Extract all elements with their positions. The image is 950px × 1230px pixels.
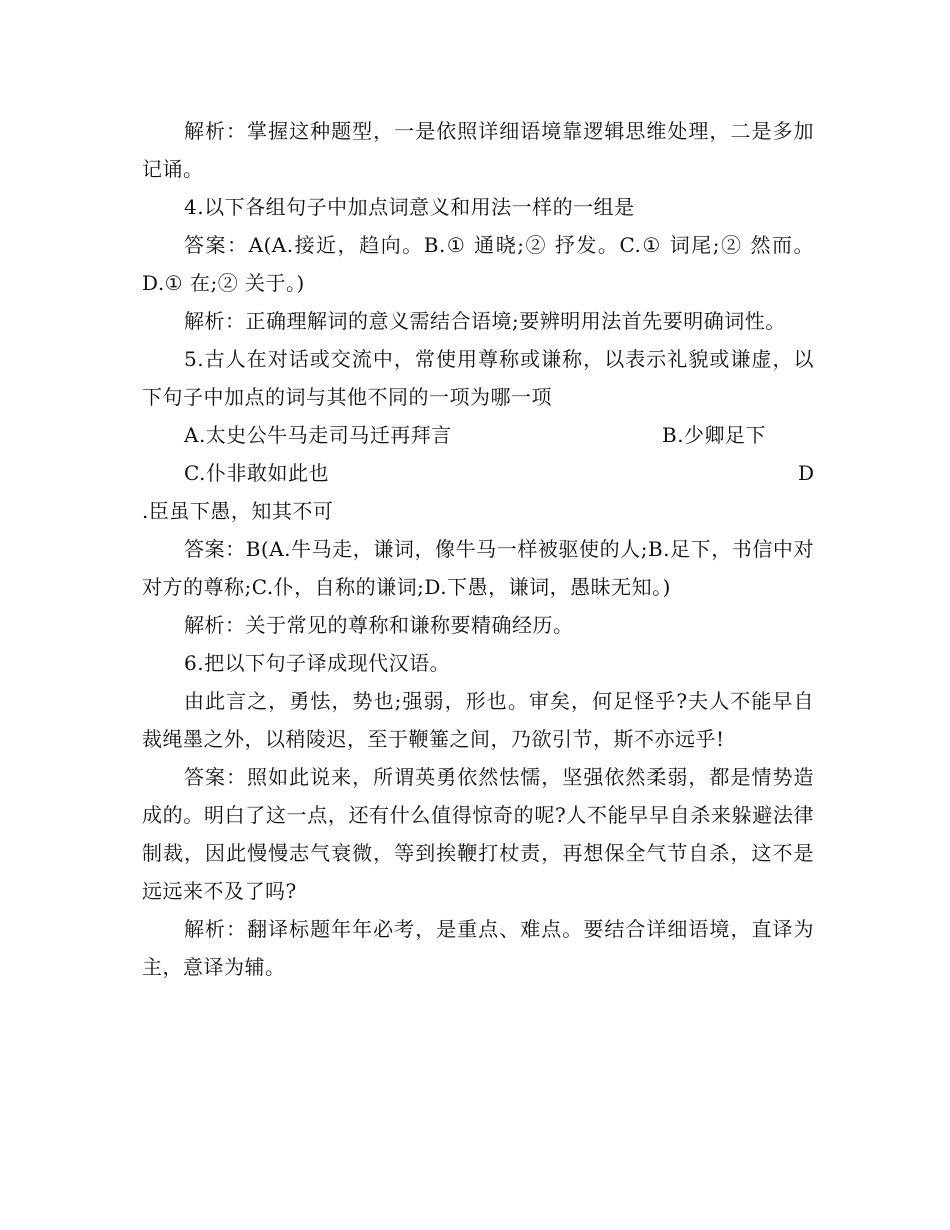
question-6: 6.把以下句子译成现代汉语。 [184,651,451,675]
source-sentence-6: 由此言之，勇怯，势也;强弱，形也。审矣，何足怪乎?夫人不能早自裁绳墨之外，以稍陵迟，至于鞭箠之间，乃欲引节，斯不亦远乎! [142,689,814,751]
options-row-cd [142,454,814,492]
option-a: A.太史公牛马走司马迁再拜言 [184,423,452,447]
question-4: 4.以下各组句子中加点词意义和用法一样的一组是 [184,195,635,219]
answer-4: 答案：A(A.接近，趋向。B.① 通晓;② 抒发。C.① 词尾;② 然而。D.① 在;② 关于。) [142,233,814,295]
answer-6: 答案：照如此说来，所谓英勇依然怯懦，坚强依然柔弱，都是情势造成的。明白了这一点，还有什么值得惊奇的呢?人不能早早自杀来躲避法律制裁，因此慢慢志气衰微，等到挨鞭打杖责，再想保全气节自杀，这不是远远来不及了吗? [142,765,814,903]
analysis-paragraph-3: 解析：掌握这种题型，一是依照详细语境靠逻辑思维处理，二是多加记诵。 [142,119,814,181]
analysis-6: 解析：翻译标题年年必考，是重点、难点。要结合详细语境，直译为主，意译为辅。 [142,917,814,979]
answer-5: 答案：B(A.牛马走，谦词，像牛马一样被驱使的人;B.足下，书信中对对方的尊称;C.仆，自称的谦词;D.下愚，谦词，愚昧无知。) [142,537,814,599]
analysis-4: 解析：正确理解词的意义需结合语境;要辨明用法首先要明确词性。 [184,309,786,333]
option-d-text: .臣虽下愚，知其不可 [142,499,334,523]
option-d-letter: D [798,461,815,485]
question-5: 5.古人在对话或交流中，常使用尊称或谦称，以表示礼貌或谦虚，以下句子中加点的词与其他不同的一项为哪一项 [142,347,814,409]
option-c: C.仆非敢如此也 [184,461,329,485]
document-body [142,112,814,986]
option-b: B.少卿足下 [662,423,767,447]
analysis-5: 解析：关于常见的尊称和谦称要精确经历。 [184,613,574,637]
options-row-ab [142,416,814,454]
